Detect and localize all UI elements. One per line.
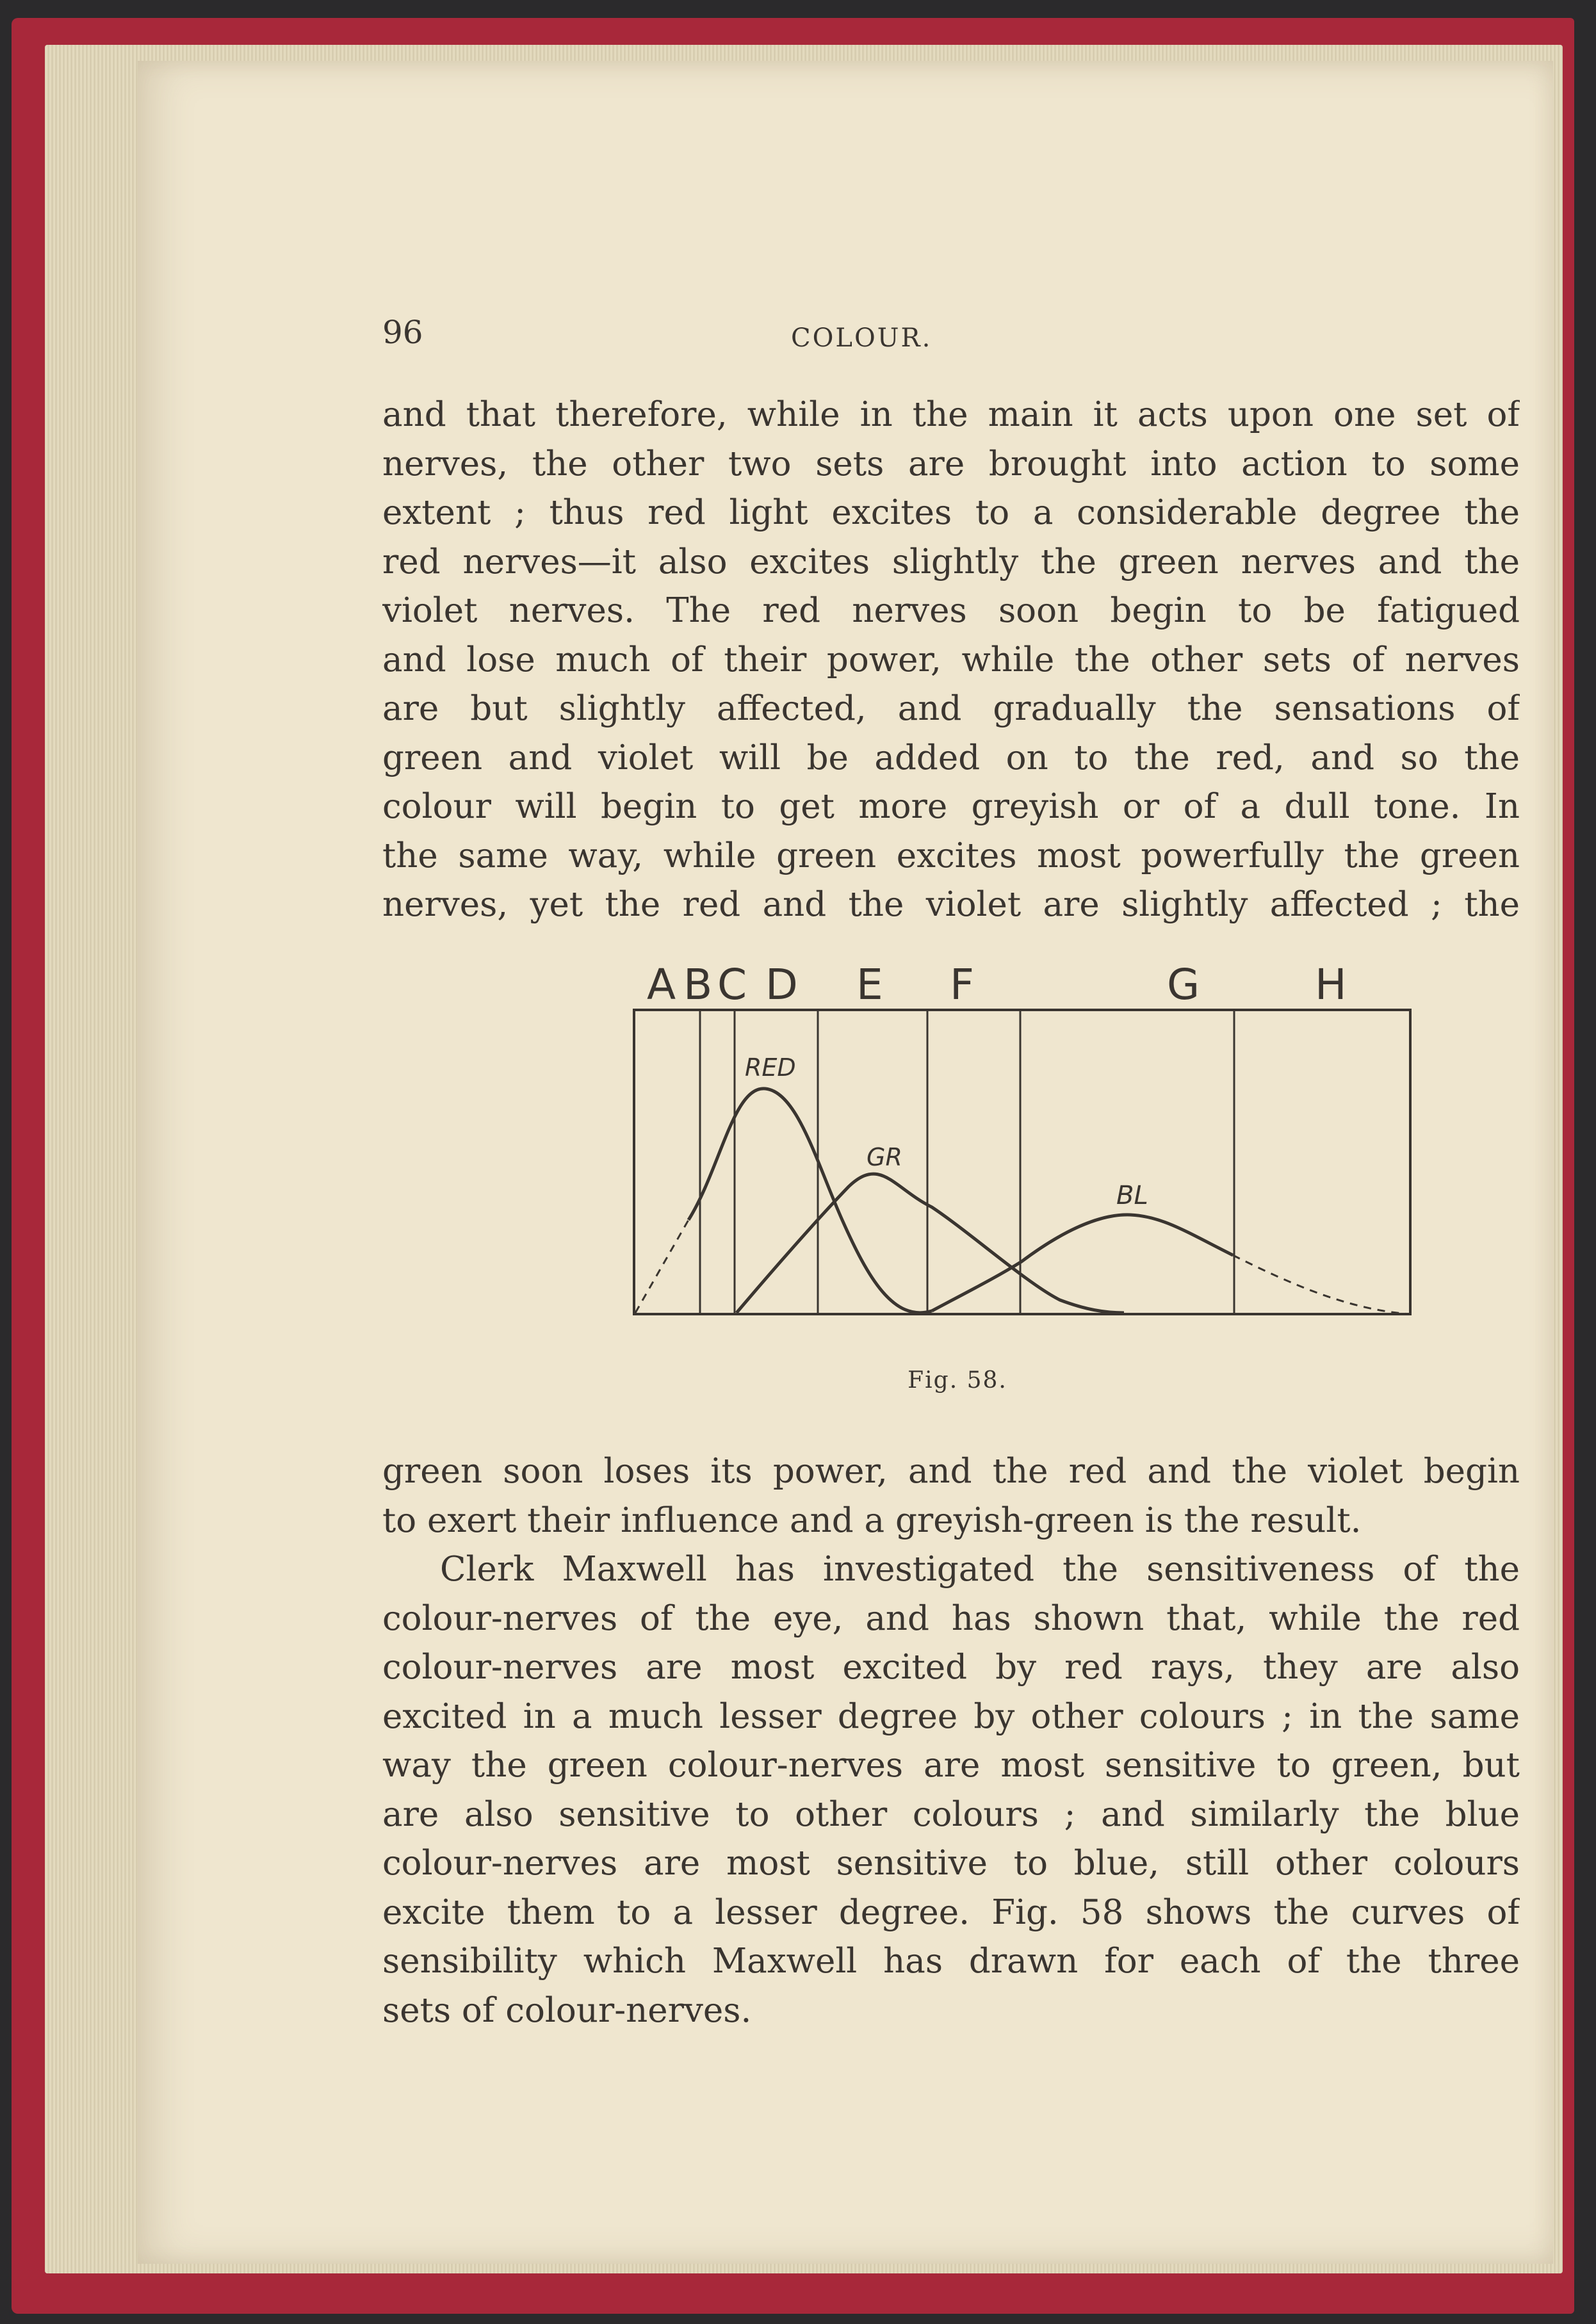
- text-line: and lose much of their power, while the other sets of nerves: [382, 640, 1520, 679]
- text-line: to exert their influence and a greyish-green is the result.: [382, 1500, 1362, 1540]
- figure-caption: Fig. 58.: [908, 1367, 1007, 1394]
- green-curve-label: GR: [867, 1143, 902, 1171]
- line-label-f: F: [950, 960, 974, 1009]
- line-label-a: A: [647, 960, 676, 1009]
- text-line: excited in a much lesser degree by other colours ; in the same: [382, 1696, 1520, 1736]
- red-curve-label: RED: [745, 1053, 796, 1082]
- text-line: colour-nerves of the eye, and has shown that, while the red: [382, 1598, 1520, 1638]
- line-label-h: H: [1315, 960, 1347, 1009]
- red-curve: [688, 1089, 932, 1313]
- blue-curve: [932, 1215, 1233, 1311]
- text-line: sensibility which Maxwell has drawn for each of the three: [382, 1942, 1520, 1981]
- text-line: and that therefore, while in the main it acts upon one set of: [382, 395, 1520, 434]
- text-line: colour-nerves are most excited by red rays, they are also: [382, 1648, 1520, 1687]
- blue-curve-label: BL: [1116, 1181, 1148, 1210]
- text-line: green and violet will be added on to the red, and so the: [382, 738, 1520, 777]
- line-label-c: C: [717, 960, 747, 1009]
- text-line: red nerves—it also excites slightly the green nerves and the: [382, 542, 1520, 581]
- line-label-g: G: [1167, 960, 1200, 1009]
- green-curve: [737, 1174, 1124, 1313]
- blue-curve-dashed: [1233, 1255, 1410, 1314]
- figure-58: [484, 951, 1431, 1412]
- header-title: COLOUR.: [791, 323, 932, 353]
- line-label-d: D: [765, 960, 798, 1009]
- paragraph-1: [382, 391, 1520, 930]
- text-line: colour will begin to get more greyish or of a dull tone. In: [382, 787, 1520, 826]
- text-line: the same way, while green excites most powerfully the green: [382, 836, 1520, 875]
- text-line: green soon loses its power, and the red and the violet begin: [382, 1452, 1520, 1491]
- line-label-e: E: [856, 960, 883, 1009]
- text-line: nerves, yet the red and the violet are slightly affected ; the: [382, 885, 1520, 924]
- text-line: colour-nerves are most sensitive to blue, still other colours: [382, 1844, 1520, 1883]
- text-line: sets of colour-nerves.: [382, 1990, 752, 2030]
- running-head: [138, 314, 1553, 359]
- paragraph-continuation: [382, 1447, 1520, 2035]
- book-page: [138, 61, 1553, 2264]
- text-line: violet nerves. The red nerves soon begin to be fatigued: [382, 591, 1520, 630]
- text-line: way the green colour-nerves are most sensitive to green, but: [382, 1746, 1520, 1785]
- page-number: 96: [382, 314, 423, 351]
- text-line: Clerk Maxwell has investigated the sensitiveness of the: [440, 1550, 1520, 1589]
- text-line: extent ; thus red light excites to a considerable degree the: [382, 493, 1520, 532]
- text-line: excite them to a lesser degree. Fig. 58 shows the curves of: [382, 1892, 1520, 1932]
- text-line: are but slightly affected, and gradually the sensations of: [382, 689, 1520, 728]
- text-line: nerves, the other two sets are brought into action to some: [382, 444, 1520, 483]
- spectrum-curves-diagram: [484, 951, 1431, 1361]
- text-line: are also sensitive to other colours ; and similarly the blue: [382, 1794, 1520, 1834]
- line-label-b: B: [683, 960, 713, 1009]
- red-curve-dashed: [635, 1220, 688, 1313]
